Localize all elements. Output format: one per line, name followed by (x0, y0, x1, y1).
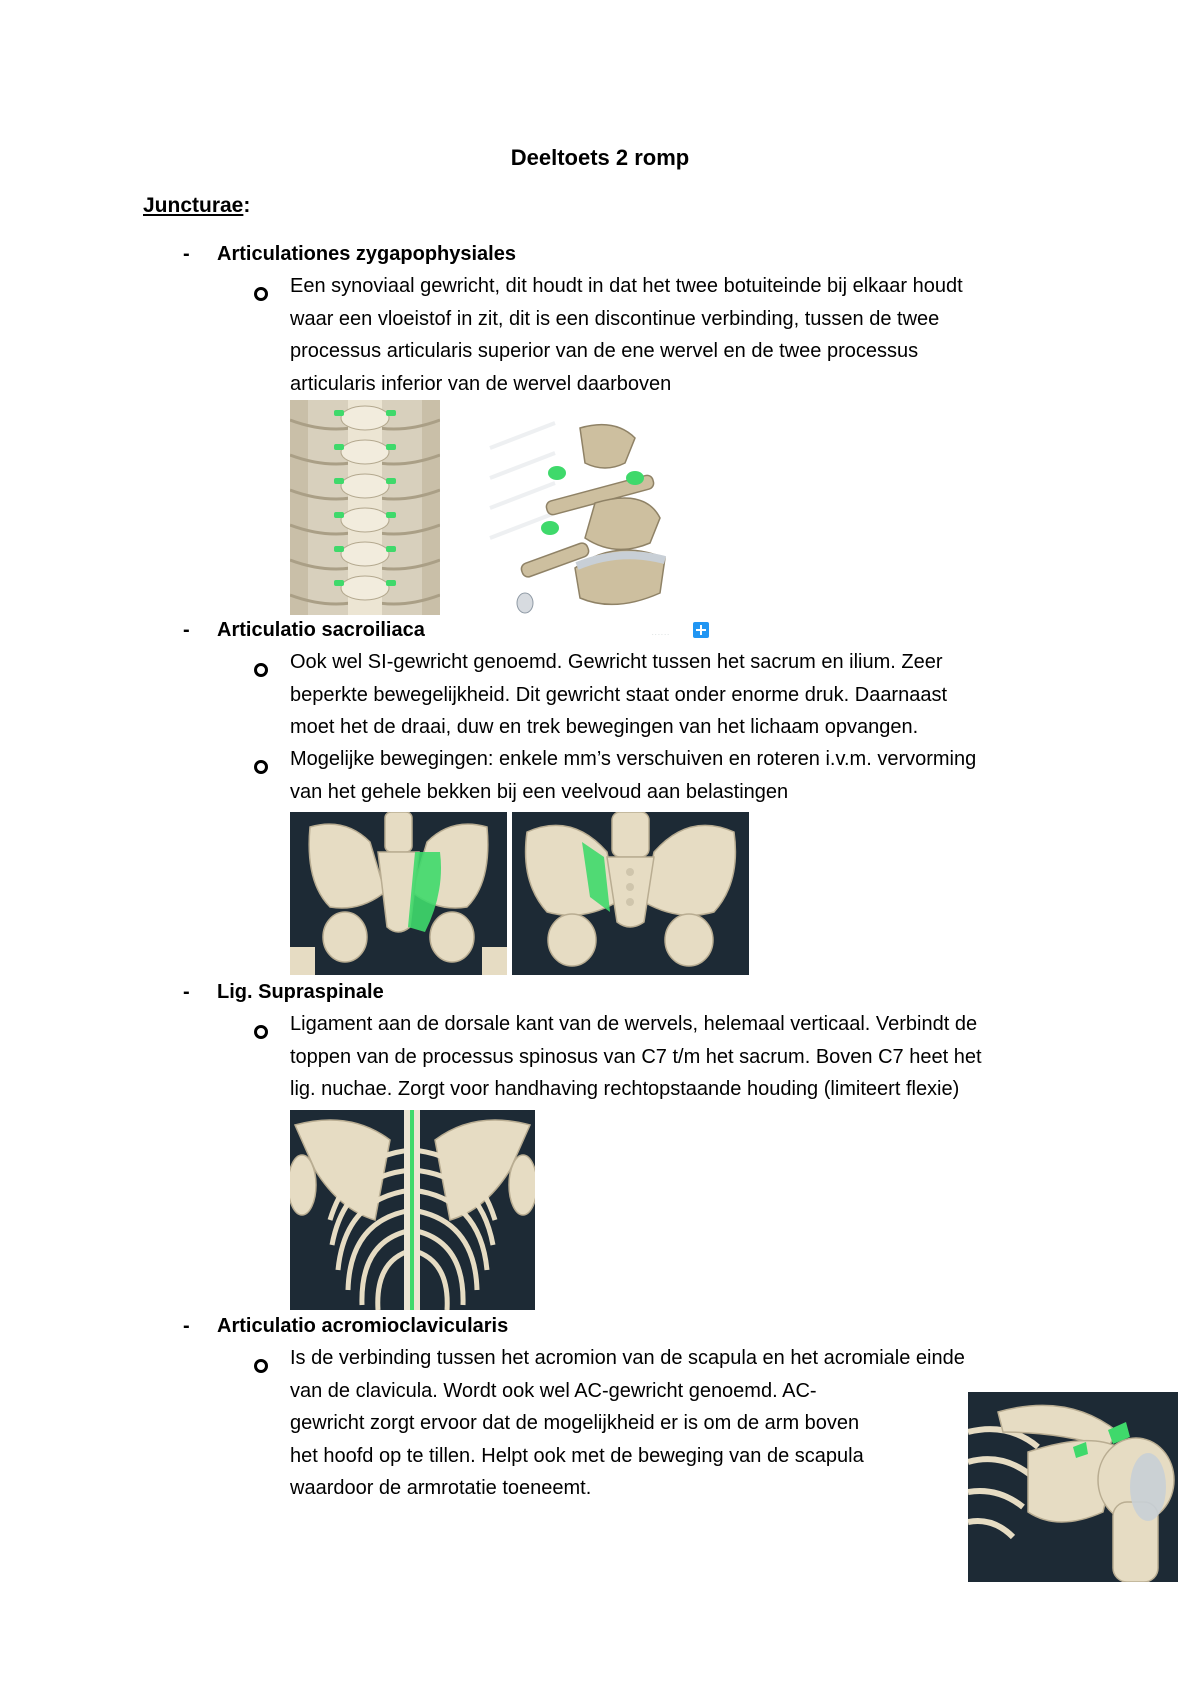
item-title: Articulatio sacroiliaca (217, 619, 425, 641)
grid-plus-icon[interactable] (693, 622, 709, 638)
item-paragraph: Is de verbinding tussen het acromion van de scapula en het acromiale einde van de clavicula. Wordt ook wel AC-gewricht genoemd. AC- gewricht zorgt ervoor dat de mogelijkheid er is om de arm boven het hoofd op te tillen. Helpt ook met de beweging van de scapula waardoor de armrotatie toeneemt. (290, 1347, 965, 1499)
thorax-posterior-figure (290, 1110, 535, 1310)
figure-watermark: · · · · · · (652, 632, 669, 638)
bullet-icon (254, 760, 268, 774)
document-title: Deeltoets 2 romp (510, 145, 690, 170)
item-paragraph: Ligament aan de dorsale kant van de wervels, helemaal verticaal. Verbindt de toppen van de processus spinosus van C7 t/m het sacrum. Boven C7 heet het lig. nuchae. Zorgt voor handhaving rechtopstaande houding (limiteert flexie) (290, 1013, 982, 1100)
shoulder-ac-joint-figure (968, 1392, 1178, 1582)
item-paragraph: Ook wel SI-gewricht genoemd. Gewricht tussen het sacrum en ilium. Zeer beperkte bewegelijkheid. Dit gewricht staat onder enorme druk. Daarnaast moet het de draai, duw en trek bewegingen van het lichaam opvangen. (290, 651, 948, 738)
list-dash: - (183, 1315, 190, 1337)
bullet-icon (254, 1359, 268, 1373)
lumbar-vertebrae-facet-joints-figure (485, 418, 700, 633)
bullet-icon (254, 663, 268, 677)
list-dash: - (183, 243, 190, 265)
item-title: Articulationes zygapophysiales (217, 243, 516, 265)
pelvis-posterior-figure (290, 812, 507, 975)
bullet-icon (254, 287, 268, 301)
list-dash: - (183, 619, 190, 641)
pelvis-anterior-figure (512, 812, 749, 975)
item-paragraph: Mogelijke bewegingen: enkele mm’s verschuiven en roteren i.v.m. vervorming van het gehele bekken bij een veelvoud aan belastingen (290, 748, 977, 803)
item-title: Lig. Supraspinale (217, 981, 384, 1003)
section-heading-text: Juncturae (143, 194, 244, 217)
section-heading-colon: : (243, 194, 251, 217)
bullet-icon (254, 1025, 268, 1039)
list-dash: - (183, 981, 190, 1003)
thoracic-spine-facet-joints-figure (290, 400, 440, 615)
item-title: Articulatio acromioclavicularis (217, 1315, 509, 1337)
section-heading (143, 192, 250, 220)
item-paragraph: Een synoviaal gewricht, dit houdt in dat het twee botuiteinde bij elkaar houdt waar een vloeistof in zit, dit is een discontinue verbinding, tussen de twee processus articularis superior van de ene wervel en de twee processus articularis inferior van de wervel daarboven (290, 275, 963, 395)
